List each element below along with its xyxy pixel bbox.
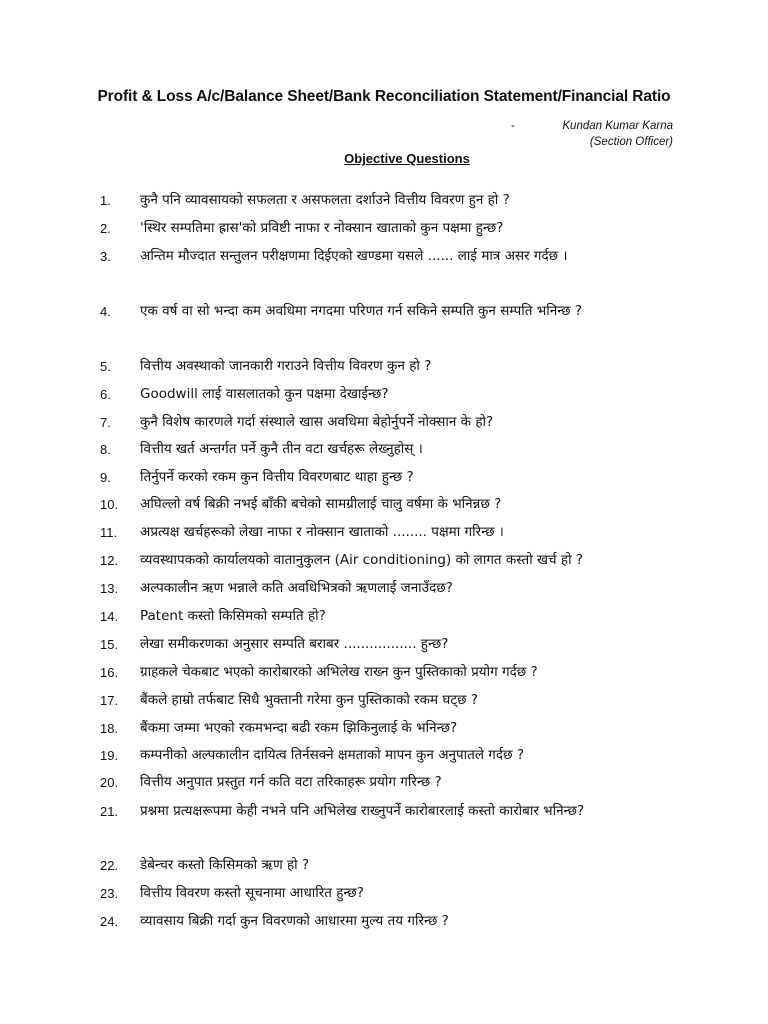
question-number: 1.: [100, 193, 111, 208]
question-number: 8.: [100, 442, 111, 457]
question-item: [100, 715, 670, 742]
question-text: लेखा समीकरणका अनुसार सम्पति बराबर ................. हुन्छ?: [140, 636, 449, 652]
question-item: [100, 187, 670, 214]
question-number: 5.: [100, 359, 111, 374]
question-number: 14.: [100, 609, 119, 624]
question-number: 7.: [100, 415, 111, 430]
question-number: 16.: [100, 665, 119, 680]
question-text: व्यवस्थापकको कार्यालयको वातानुकुलन (Air conditioning) को लागत कस्तो खर्च हो ?: [140, 552, 584, 568]
question-text: अप्रत्यक्ष खर्चहरूको लेखा नाफा र नोक्सान खाताको ........ पक्षमा गरिन्छ ।: [140, 524, 504, 540]
question-text: कुनै विशेष कारणले गर्दा संस्थाले खास अवधिमा बेहोर्नुपर्ने नोक्सान के हो?: [140, 414, 494, 430]
question-number: 2.: [100, 221, 111, 236]
question-text: वित्तीय खर्त अन्तर्गत पर्ने कुनै तीन वटा खर्चहरू लेख्नुहोस् ।: [140, 441, 423, 457]
question-number: 4.: [100, 304, 111, 319]
question-text: अल्पकालीन ऋण भन्नाले कति अवधिभित्रको ऋणलाई जनाउँदछ?: [140, 580, 453, 596]
question-text: प्रश्नमा प्रत्यक्षरूपमा केही नभने पनि अभिलेख राख्नुपर्ने कारोबारलाई कस्तो कारोबार भनिन्छ?: [140, 803, 585, 819]
question-text: एक वर्ष वा सो भन्दा कम अवधिमा नगदमा परिणत गर्न सकिने सम्पति कुन सम्पति भनिन्छ ?: [140, 303, 583, 319]
question-number: 19.: [100, 748, 119, 763]
question-number: 20.: [100, 775, 119, 790]
question-text: बैंकले हाम्रो तर्फबाट सिधै भुक्तानी गरेमा कुन पुस्तिकाको रकम घट्छ ?: [140, 692, 479, 708]
question-text: अघिल्लो वर्ष बिक्री नभई बाँकी बचेको सामग्रीलाई चालु वर्षमा के भनिन्नछ ?: [140, 496, 502, 512]
question-text: तिर्नुपर्ने करको रकम कुन वित्तीय विवरणबाट थाहा हुन्छ ?: [140, 469, 414, 485]
author-dash: -: [511, 120, 515, 132]
question-text: अन्तिम मौज्दात सन्तुलन परीक्षणमा दिईएको खण्डमा यसले ...... लाई मात्र असर गर्दछ ।: [140, 248, 568, 264]
question-item: [100, 381, 670, 408]
question-text: 'स्थिर सम्पतिमा ह्रास'को प्रविष्टी नाफा र नोक्सान खाताको कुन पक्षमा हुन्छ?: [140, 220, 504, 236]
question-item: [100, 880, 670, 907]
question-item: [100, 687, 670, 714]
question-item: [100, 353, 670, 380]
author-role: (Section Officer): [589, 136, 673, 148]
question-number: 11.: [100, 525, 118, 540]
question-number: 6.: [100, 387, 111, 402]
question-number: 22.: [100, 858, 119, 873]
question-item: [100, 409, 670, 436]
question-number: 12.: [100, 553, 119, 568]
question-number: 9.: [100, 470, 111, 485]
author-name: Kundan Kumar Karna: [562, 120, 673, 132]
document-title: Profit & Loss A/c/Balance Sheet/Bank Reconciliation Statement/Financial Ratio: [97, 88, 671, 105]
question-item: [100, 742, 670, 769]
question-text: कुनै पनि व्यावसायको सफलता र असफलता दर्शाउने वित्तीय विवरण हुन हो ?: [140, 192, 510, 208]
question-text: वित्तीय विवरण कस्तो सूचनामा आधारित हुन्छ?: [140, 885, 364, 901]
question-number: 3.: [100, 249, 111, 264]
question-item: [100, 519, 670, 546]
author-block: [473, 118, 673, 150]
question-item: [100, 243, 670, 270]
question-item: [100, 631, 670, 658]
question-text: वित्तीय अनुपात प्रस्तुत गर्न कति वटा तरिकाहरू प्रयोग गरिन्छ ?: [140, 774, 442, 790]
question-number: 18.: [100, 721, 119, 736]
question-text: ग्राहकले चेकबाट भएको कारोबारको अभिलेख राख्न कुन पुस्तिकाको प्रयोग गर्दछ ?: [140, 664, 538, 680]
question-item: [100, 798, 670, 825]
question-item: [100, 575, 670, 602]
question-number: 24.: [100, 914, 119, 929]
question-item: [100, 769, 670, 796]
question-item: [100, 298, 670, 325]
question-text: बैंकमा जम्मा भएको रकमभन्दा बढी रकम झिकिनुलाई के भनिन्छ?: [140, 720, 458, 736]
question-number: 15.: [100, 637, 119, 652]
question-text: Patent कस्तो किसिमको सम्पति हो?: [140, 608, 326, 624]
question-number: 10.: [100, 497, 119, 512]
question-item: [100, 436, 670, 463]
question-number: 17.: [100, 693, 119, 708]
section-heading: Objective Questions: [344, 151, 470, 166]
question-item: [100, 852, 670, 879]
question-item: [100, 464, 670, 491]
question-item: [100, 659, 670, 686]
question-item: [100, 215, 670, 242]
question-item: [100, 603, 670, 630]
question-number: 21.: [100, 804, 119, 819]
question-text: कम्पनीको अल्पकालीन दायित्व तिर्नसक्ने क्षमताको मापन कुन अनुपातले गर्दछ ?: [140, 747, 524, 763]
question-text: वित्तीय अवस्थाको जानकारी गराउने वित्तीय विवरण कुन हो ?: [140, 358, 432, 374]
question-text: डेबेन्चर कस्तो किसिमको ऋण हो ?: [140, 857, 310, 873]
question-number: 23.: [100, 886, 119, 901]
question-number: 13.: [100, 581, 119, 596]
question-text: व्यावसाय बिक्री गर्दा कुन विवरणको आधारमा मुल्य तय गरिन्छ ?: [140, 913, 449, 929]
question-item: [100, 547, 670, 574]
question-text: Goodwill लाई वासलातको कुन पक्षमा देखाईन्छ?: [140, 386, 389, 402]
question-item: [100, 491, 670, 518]
question-item: [100, 908, 670, 935]
